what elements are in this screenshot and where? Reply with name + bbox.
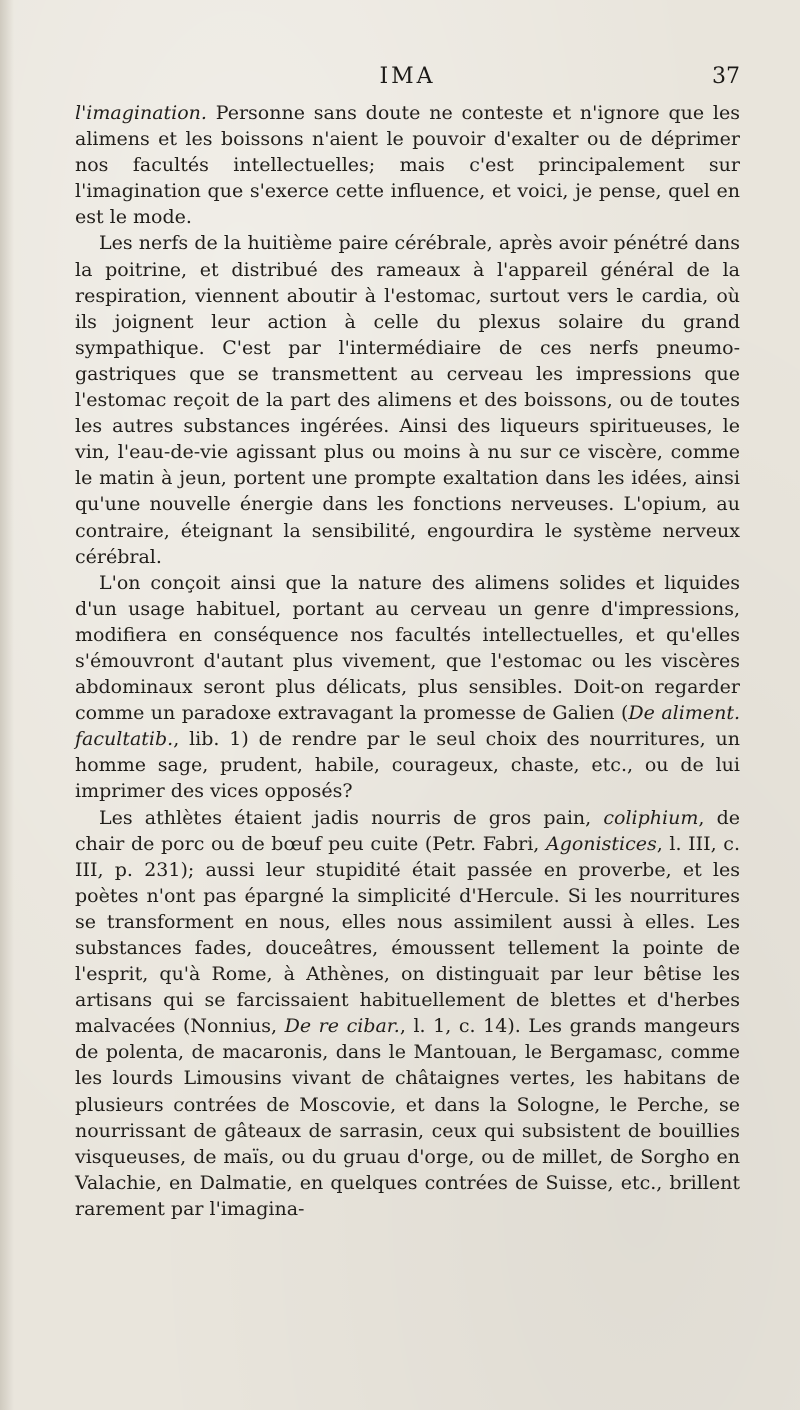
paragraph-4	[75, 805, 740, 1223]
paragraph-segment: , de chair de porc ou de bœuf peu cuite (Petr. Fabri,	[75, 806, 740, 855]
page-number: 37	[712, 64, 740, 89]
paragraph-segment: De re cibar.	[284, 1015, 400, 1038]
body-text	[75, 100, 740, 1222]
running-head	[75, 64, 740, 100]
paragraph-segment: Personne sans doute ne conteste et n'ignore que les alimens et les boissons n'aient le pouvoir d'exalter ou de déprimer nos facultés intellectuelles; mais c'est principalement sur l'imagination que s'exerce cette influence, et voici, je pense, quel en est le mode.	[75, 102, 740, 229]
paragraph-1	[75, 100, 740, 230]
paragraph-segment: , l. 1, c. 14). Les grands mangeurs de polenta, de macaronis, dans le Mantouan, le Bergamasc, comme les lourds Limousins vivant de châtaignes vertes, les habitans de plusieurs contrées de Moscovie, et dans la Sologne, le Perche, se nourrissant de gâteaux de sarrasin, ceux qui subsistent de bouillies visqueuses, de maïs, ou du gruau d'orge, ou de millet, de Sorgho en Valachie, en Dalmatie, en quelques contrées de Suisse, etc., brillent rarement par l'imagina-	[75, 1015, 740, 1220]
paragraph-segment: Les athlètes étaient jadis nourris de gros pain,	[99, 806, 604, 829]
paragraph-3	[75, 570, 740, 805]
paragraph-segment: L'on conçoit ainsi que la nature des alimens solides et liquides d'un usage habituel, portant au cerveau un genre d'impressions, modifiera en conséquence nos facultés intellectuelles, et qu'elles s'émouvront d'autant plus vivement, que l'estomac ou les viscères abdominaux seront plus délicats, plus sensibles. Doit-on regarder comme un paradoxe extravagant la promesse de Galien (	[75, 571, 740, 725]
paragraph-segment: , lib. 1) de rendre par le seul choix des nourritures, un homme sage, prudent, habile, courageux, chaste, etc., ou de lui imprimer des vices opposés?	[75, 728, 740, 803]
paragraph-segment: Les nerfs de la huitième paire cérébrale, après avoir pénétré dans la poitrine, et distribué des rameaux à l'appareil général de la respiration, viennent aboutir à l'estomac, surtout vers le cardia, où ils joignent leur action à celle du plexus solaire du grand sympathique. C'est par l'intermédiaire de ces nerfs pneumo-gastriques que se transmettent au cerveau les impressions que l'estomac reçoit de la part des alimens et des boissons, ou de toutes les autres substances ingérées. Ainsi des liqueurs spiritueuses, le vin, l'eau-de-vie agissant plus ou moins à nu sur ce viscère, comme le matin à jeun, portent une prompte exaltation dans les idées, ainsi qu'une nouvelle énergie dans les fonctions nerveuses. L'opium, au contraire, éteignant la sensibilité, engourdira le système nerveux cérébral.	[75, 232, 740, 568]
paragraph-segment: l'imagination.	[75, 102, 207, 124]
paragraph-segment: De aliment. facultatib.	[75, 702, 741, 751]
page-gutter-shadow	[0, 0, 14, 1410]
paragraph-2	[75, 230, 740, 569]
paragraph-segment: Agonistices	[545, 832, 657, 855]
paragraph-segment: , l. III, c. III, p. 231); aussi leur stupidité était passée en proverbe, et les poètes n'ont pas épargné la simplicité d'Hercule. Si les nourritures se transforment en nous, elles nous assimilent aussi à elles. Les substances fades, douceâtres, émoussent tellement la pointe de l'esprit, qu'à Rome, à Athènes, on distinguait par leur bêtise les artisans qui se farcissaient habituellement de blettes et d'herbes malvacées (Nonnius,	[75, 832, 740, 1038]
running-head-title: IMA	[379, 64, 436, 89]
paragraph-segment: coliphium	[603, 806, 699, 829]
